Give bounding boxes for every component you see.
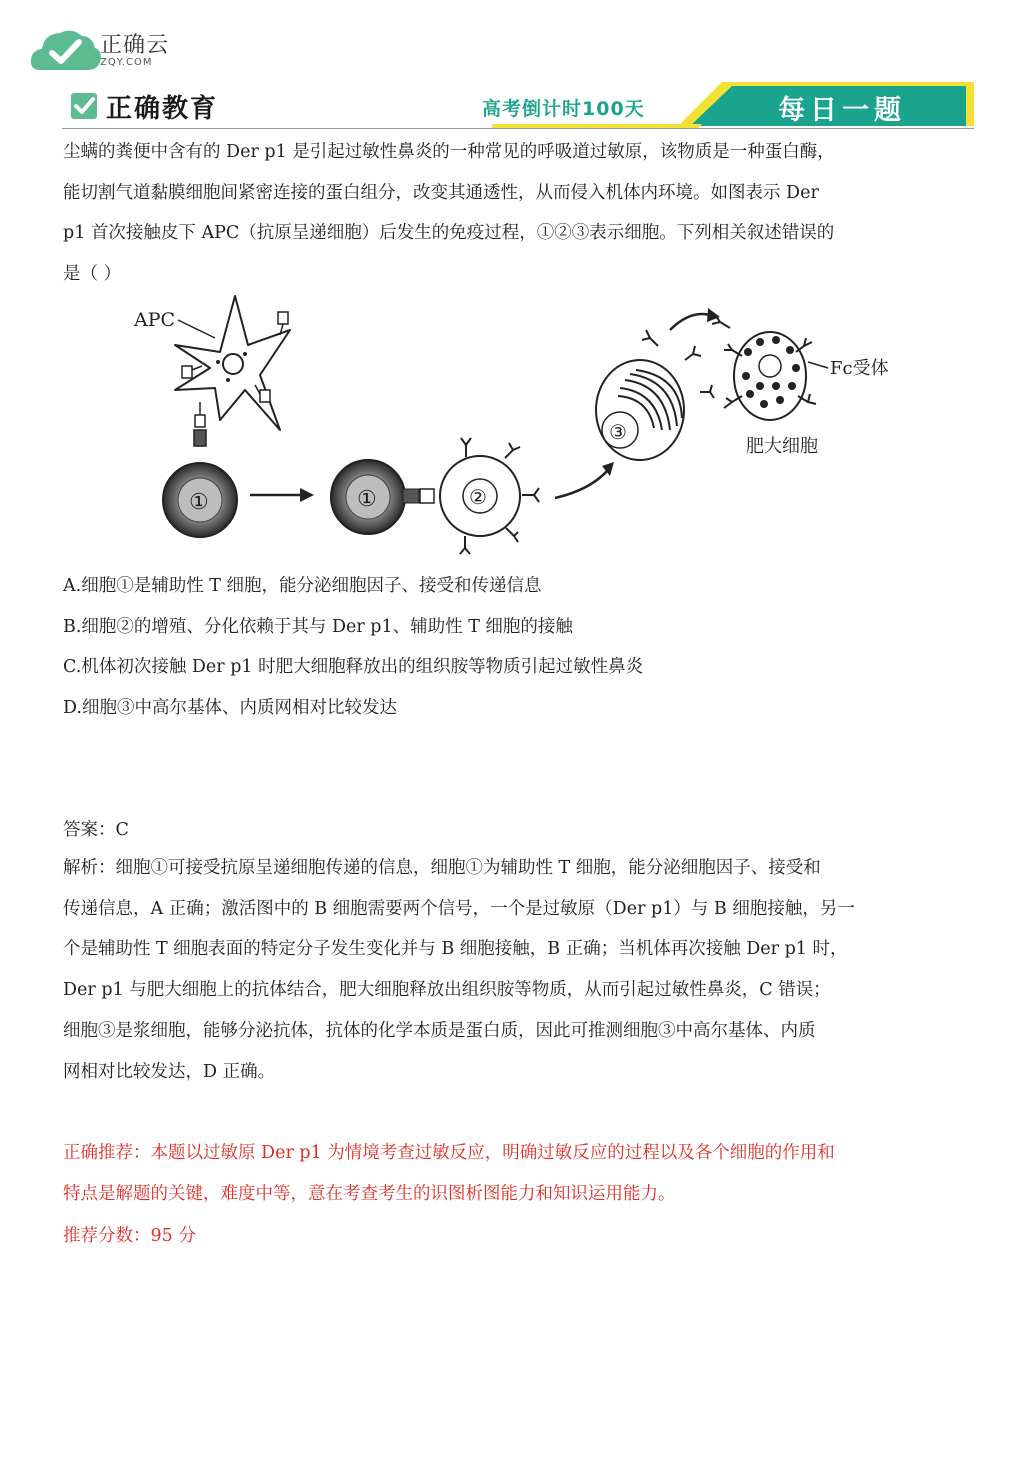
arrow-right-icon	[250, 488, 314, 502]
analysis-line: 个是辅助性 T 细胞表面的特定分子发生变化并与 B 细胞接触，B 正确；当机体再次接触 Der p1 时，	[63, 939, 848, 960]
logo-wordmark	[100, 28, 169, 68]
label-fc-receptor: Fc受体	[830, 358, 889, 379]
cell-3-plasma-cell	[596, 360, 684, 460]
option-a: A.细胞①是辅助性 T 细胞，能分泌细胞因子、接受和传递信息	[63, 576, 542, 596]
cell-2-b-cell	[440, 438, 539, 554]
cell-2-label: ②	[469, 485, 487, 509]
option-d: D.细胞③中高尔基体、内质网相对比较发达	[63, 698, 397, 718]
analysis-line: Der p1 与肥大细胞上的抗体结合，肥大细胞释放出组织胺等物质，从而引起过敏性鼻炎，C 错误；	[63, 980, 831, 1001]
recommendation	[63, 1133, 975, 1214]
analysis-line: 传递信息，A 正确；激活图中的 B 细胞需要两个信号，一个是过敏原（Der p1）与 B 细胞接触，另一	[63, 898, 855, 919]
logo-cn-text: 正确云	[100, 33, 170, 58]
stem-line: p1 首次接触皮下 APC（抗原呈递细胞）后发生的免疫过程，①②③表示细胞。下列相关叙述错误的	[63, 223, 835, 244]
question-stem	[63, 132, 975, 295]
logo-en-text: ZQY.COM	[100, 57, 153, 68]
header-divider	[62, 128, 974, 129]
analysis-line: 网相对比较发达，D 正确。	[63, 1061, 276, 1082]
recommend-line: 正确推荐：本题以过敏原 Der p1 为情境考查过敏反应，明确过敏反应的过程以及各个细胞的作用和	[63, 1143, 835, 1163]
brand-block	[70, 86, 218, 126]
cell-1-label: ①	[189, 490, 209, 515]
checkbox-check-icon	[70, 92, 98, 120]
cell-1-label: ①	[357, 487, 377, 512]
daily-question-label: 每日一题	[778, 95, 906, 126]
analysis-line: 解析：细胞①可接受抗原呈递细胞传递的信息，细胞①为辅助性 T 细胞，能分泌细胞因子、接受和	[63, 858, 821, 878]
label-apc: APC	[134, 309, 176, 331]
immune-process-diagram	[120, 290, 910, 565]
stem-line: 能切割气道黏膜细胞间紧密连接的蛋白组分，改变其通透性，从而侵入机体内环境。如图表示 Der	[63, 182, 819, 203]
curved-arrow-icon	[555, 462, 614, 498]
brand-name: 正确教育	[106, 93, 219, 124]
answer-label: 答案：C	[63, 820, 129, 840]
cell-3-label: ③	[609, 420, 627, 444]
recommend-score: 推荐分数：95 分	[63, 1226, 196, 1246]
analysis	[63, 848, 975, 1092]
countdown-label: 高考倒计时100天	[482, 98, 645, 120]
label-mast-cell: 肥大细胞	[746, 436, 818, 457]
recommend-line: 特点是解题的关键，难度中等，意在考查考生的识图析图能力和知识运用能力。	[63, 1183, 676, 1204]
curved-arrow-icon	[670, 308, 720, 330]
option-b: B.细胞②的增殖、分化依赖于其与 Der p1、辅助性 T 细胞的接触	[63, 617, 573, 637]
stem-line: 尘螨的粪便中含有的 Der p1 是引起过敏性鼻炎的一种常见的呼吸道过敏原，该物质是一种蛋白酶，	[63, 142, 835, 162]
stem-line: 是（ ）	[63, 264, 122, 285]
mast-cell	[712, 316, 816, 420]
analysis-line: 细胞③是浆细胞，能够分泌抗体，抗体的化学本质是蛋白质，因此可推测细胞③中高尔基体、内质	[63, 1020, 816, 1041]
option-c: C.机体初次接触 Der p1 时肥大细胞释放出的组织胺等物质引起过敏性鼻炎	[63, 657, 644, 677]
apc-cell	[175, 296, 290, 430]
